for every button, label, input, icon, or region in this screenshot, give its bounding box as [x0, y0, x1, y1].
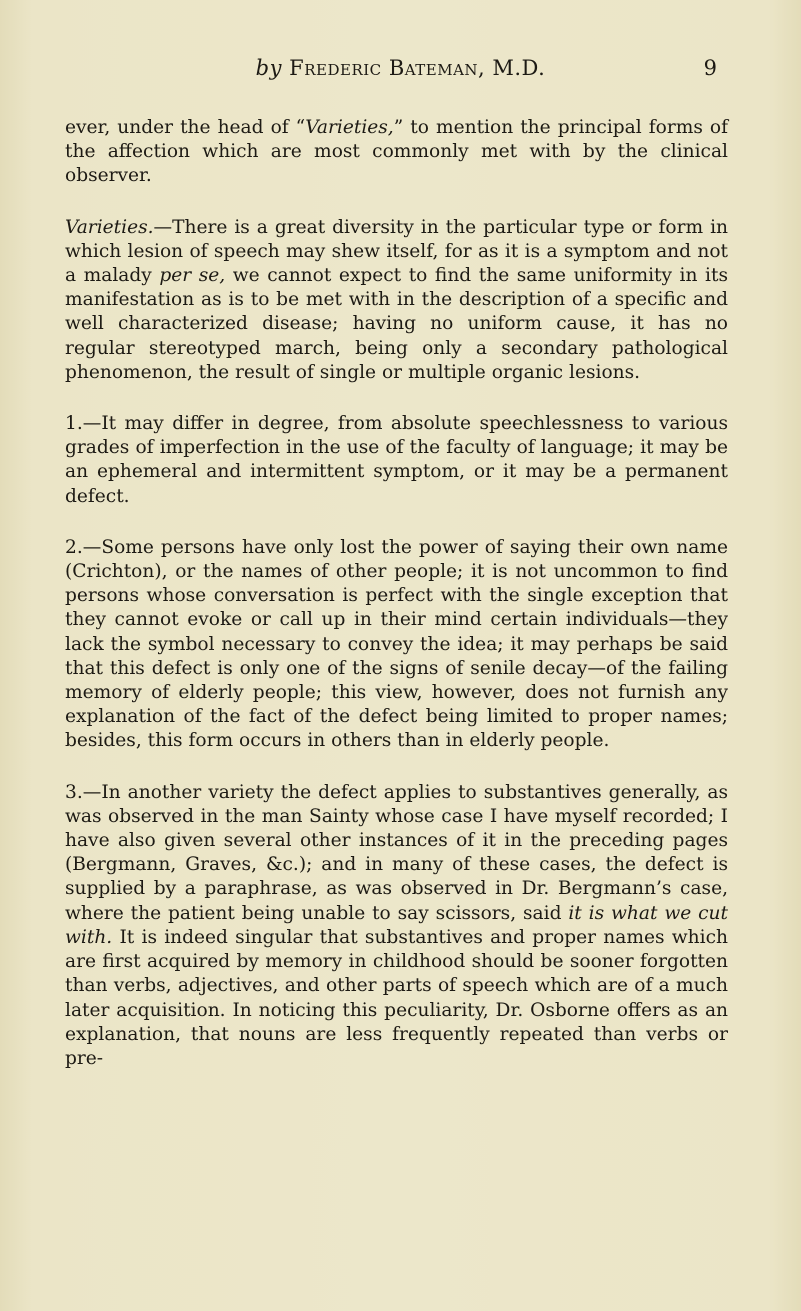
item-3-text-1: 3.—In another variety the defect applies to substantives generally, as was observed in the man Sainty whose case I have myself recorded; I have also given several other instances of it in the preceding pages (Bergmann, Graves, &c.); and in many of these cases, the defect is supplied by a paraphrase, as was observed in Dr. Bergmann’s case, where the patient being unable to say scissors, said [65, 781, 728, 924]
body-text [65, 116, 728, 1098]
continuation-text-after: ” to mention the principal forms of the affection which are most commonly met with by the clinical observer. [65, 117, 728, 187]
paragraph-item-1: 1.—It may differ in degree, from absolute speechlessness to various grades of imperfection in the use of the faculty of language; it may be an ephemeral and intermittent symptom, or it may be a permanent defect. [65, 413, 728, 507]
page-number: 9 [703, 56, 717, 80]
running-head [0, 56, 801, 80]
varieties-italic: per se, [159, 265, 226, 287]
paragraph-item-3 [65, 781, 728, 1071]
item-3-text-2: It is indeed singular that substantives and proper names which are first acquired by memory in childhood should be sooner forgotten than verbs, adjectives, and other parts of speech which are of a much later acquisition. In noticing this peculiarity, Dr. Osborne offers as an explanation, that nouns are less frequently repeated than verbs or pre- [65, 926, 728, 1069]
varieties-heading: Varieties. [65, 216, 154, 238]
varieties-text-2: we cannot expect to find the same uniformity in its manifestation as is to be met with in the description of a specific and well characterized disease; having no uniform cause, it has no regular stereotyped march, being only a secondary pathological phenomenon, the result of single or multiple organic lesions. [65, 265, 728, 383]
paragraph-continuation [65, 116, 728, 189]
varieties-text-1: —There is a great diversity in the particular type or form in which lesion of speech may shew itself, for as it is a symptom and not a malady [65, 216, 728, 287]
running-head-by: by [255, 56, 282, 80]
item-3-italic: it is what we cut with. [65, 902, 728, 948]
continuation-text-before: ever, under the head of “ [65, 117, 306, 138]
paragraph-item-2: 2.—Some persons have only lost the power of saying their own name (Crichton), or the names of other people; it is not uncommon to find persons whose conversation is perfect with the single exception that they cannot evoke or call up in their mind certain individuals—they lack the symbol necessary to convey the idea; it may perhaps be said that this defect is only one of the signs of senile decay—of the failing memory of elderly people; this view, however, does not furnish any explanation of the fact of the defect being limited to proper names; besides, this form occurs in others than in elderly people. [65, 536, 728, 752]
page-header [0, 56, 801, 88]
paragraph-varieties [65, 216, 728, 385]
running-head-author: Frederic Bateman, M.D. [289, 56, 546, 80]
continuation-italic: Varieties, [305, 117, 394, 138]
